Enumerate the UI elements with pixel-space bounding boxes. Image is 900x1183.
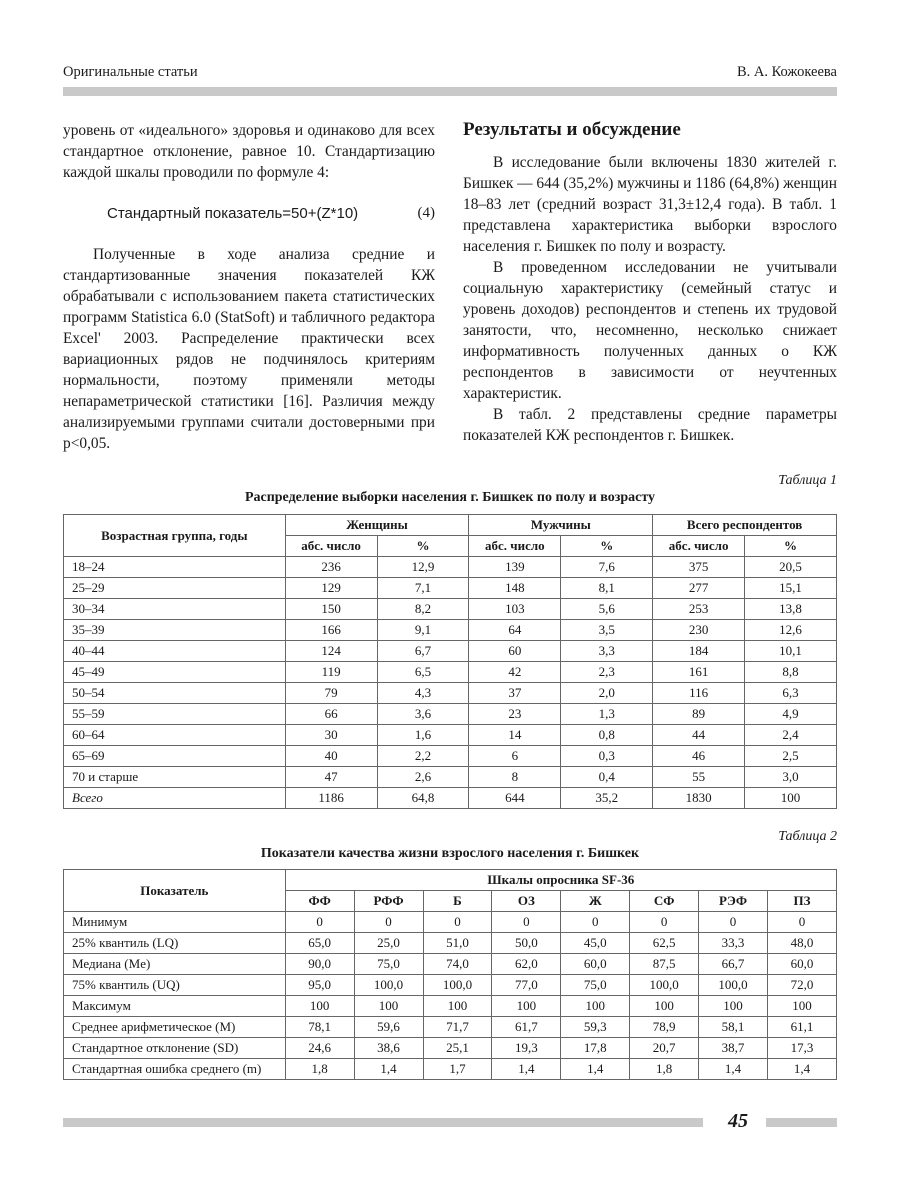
table-cell: 0 [354, 912, 423, 933]
table-cell: 184 [653, 641, 745, 662]
table-cell: 2,4 [745, 725, 837, 746]
table-cell: 20,5 [745, 557, 837, 578]
col-header-scale: РФФ [354, 891, 423, 912]
table1 [63, 514, 837, 809]
row-label: 40–44 [64, 641, 286, 662]
table-cell: 12,6 [745, 620, 837, 641]
table-cell: 75,0 [354, 954, 423, 975]
table-cell: 0,3 [561, 746, 653, 767]
table2-title: Показатели качества жизни взрослого населения г. Бишкек [260, 846, 640, 861]
table-cell: 644 [469, 788, 561, 809]
table2-caption: Таблица 2 [778, 829, 837, 844]
table-cell: 100 [768, 996, 837, 1017]
table-cell: 1,4 [354, 1059, 423, 1080]
table-cell: 150 [285, 599, 377, 620]
table-row [64, 954, 837, 975]
table-cell: 100 [745, 788, 837, 809]
table-cell: 2,5 [745, 746, 837, 767]
row-label: 45–49 [64, 662, 286, 683]
table-row [64, 641, 837, 662]
table-cell: 38,6 [354, 1038, 423, 1059]
col-header-women: Женщины [285, 515, 469, 536]
table-cell: 78,1 [285, 1017, 354, 1038]
table-cell: 78,9 [630, 1017, 699, 1038]
formula-text: Стандартный показатель=50+(Z*10) [107, 205, 359, 222]
table-row [64, 746, 837, 767]
table-cell: 3,3 [561, 641, 653, 662]
table-cell: 0 [423, 912, 492, 933]
col-header-scale: ФФ [285, 891, 354, 912]
table-cell: 89 [653, 704, 745, 725]
table-cell: 1,4 [768, 1059, 837, 1080]
table-cell: 375 [653, 557, 745, 578]
row-label: 75% квантиль (UQ) [64, 975, 286, 996]
table-cell: 100 [492, 996, 561, 1017]
col-header-abs: абс. число [285, 536, 377, 557]
table-cell: 236 [285, 557, 377, 578]
table-cell: 17,3 [768, 1038, 837, 1059]
table-cell: 100 [423, 996, 492, 1017]
table-cell: 1,4 [699, 1059, 768, 1080]
header-rule [63, 87, 837, 96]
table-cell: 1,4 [561, 1059, 630, 1080]
table-cell: 0 [630, 912, 699, 933]
table-cell: 35,2 [561, 788, 653, 809]
right-column [463, 118, 837, 446]
row-label: Максимум [64, 996, 286, 1017]
table-cell: 2,6 [377, 767, 469, 788]
table-cell: 19,3 [492, 1038, 561, 1059]
table-cell: 25,0 [354, 933, 423, 954]
col-header-abs: абс. число [653, 536, 745, 557]
table-cell: 0 [561, 912, 630, 933]
table-row [64, 767, 837, 788]
table-cell: 75,0 [561, 975, 630, 996]
row-label: 70 и старше [64, 767, 286, 788]
col-header-abs: абс. число [469, 536, 561, 557]
table-cell: 30 [285, 725, 377, 746]
table-cell: 0 [768, 912, 837, 933]
paragraph: В исследование были включены 1830 жителей г. Бишкек — 644 (35,2%) мужчины и 1186 (64,8%) женщин 18–83 лет (средний возраст 31,3±12,4 года). В табл. 1 представлена характеристика выборки взрослого населения г. Бишкек по полу и возрасту. [463, 154, 837, 255]
table-cell: 46 [653, 746, 745, 767]
table-cell: 5,6 [561, 599, 653, 620]
table-cell: 79 [285, 683, 377, 704]
table-cell: 253 [653, 599, 745, 620]
row-label: 30–34 [64, 599, 286, 620]
table-cell: 1,8 [630, 1059, 699, 1080]
row-label: 25% квантиль (LQ) [64, 933, 286, 954]
table-cell: 277 [653, 578, 745, 599]
table-cell: 77,0 [492, 975, 561, 996]
table-cell: 1830 [653, 788, 745, 809]
table-cell: 64,8 [377, 788, 469, 809]
row-label: Стандартная ошибка среднего (m) [64, 1059, 286, 1080]
table-cell: 4,9 [745, 704, 837, 725]
table-cell: 6 [469, 746, 561, 767]
table-cell: 4,3 [377, 683, 469, 704]
table-row [64, 996, 837, 1017]
col-header-age: Возрастная группа, годы [64, 515, 286, 557]
table-row [64, 788, 837, 809]
table-cell: 23 [469, 704, 561, 725]
table-row [64, 933, 837, 954]
table-row [64, 662, 837, 683]
table-cell: 1,7 [423, 1059, 492, 1080]
col-header-scale: ПЗ [768, 891, 837, 912]
table-cell: 2,0 [561, 683, 653, 704]
table-cell: 17,8 [561, 1038, 630, 1059]
table-cell: 61,1 [768, 1017, 837, 1038]
table-cell: 51,0 [423, 933, 492, 954]
table-cell: 64 [469, 620, 561, 641]
col-header-pct: % [377, 536, 469, 557]
table-row [64, 1059, 837, 1080]
table-cell: 1,4 [492, 1059, 561, 1080]
col-header-total: Всего респондентов [653, 515, 837, 536]
table-cell: 33,3 [699, 933, 768, 954]
table-cell: 47 [285, 767, 377, 788]
table-cell: 7,1 [377, 578, 469, 599]
formula-number: (4) [417, 205, 435, 221]
row-label: Стандартное отклонение (SD) [64, 1038, 286, 1059]
table-cell: 166 [285, 620, 377, 641]
table-cell: 66,7 [699, 954, 768, 975]
col-header-scales: Шкалы опросника SF-36 [285, 870, 836, 891]
table-cell: 13,8 [745, 599, 837, 620]
table-row [64, 578, 837, 599]
table-cell: 58,1 [699, 1017, 768, 1038]
table-cell: 0 [699, 912, 768, 933]
table-cell: 48,0 [768, 933, 837, 954]
table-cell: 60 [469, 641, 561, 662]
table-cell: 139 [469, 557, 561, 578]
paragraph: В табл. 2 представлены средние параметры показателей КЖ респондентов г. Бишкек. [463, 406, 837, 444]
table-cell: 6,3 [745, 683, 837, 704]
col-header-scale: РЭФ [699, 891, 768, 912]
row-label: 18–24 [64, 557, 286, 578]
row-label: 35–39 [64, 620, 286, 641]
table-cell: 100 [285, 996, 354, 1017]
author-label: В. А. Кожокеева [736, 64, 837, 80]
table-cell: 25,1 [423, 1038, 492, 1059]
table-cell: 8,1 [561, 578, 653, 599]
row-label: Среднее арифметическое (M) [64, 1017, 286, 1038]
table-cell: 38,7 [699, 1038, 768, 1059]
row-label: 50–54 [64, 683, 286, 704]
running-header [63, 64, 837, 84]
table-cell: 9,1 [377, 620, 469, 641]
paragraph: Полученные в ходе анализа средние и стандартизованные значения показателей КЖ обрабатывали с использованием пакета статистических программ Statistica 6.0 (StatSoft) и табличного редактора Excel' 2003. Распределение практически всех вариационных рядов не подчинялось критериям нормальности, поэтому применяли методы непараметрической статистики [16]. Различия между анализируемыми группами считали достоверными при p<0,05. [63, 246, 435, 452]
table-cell: 103 [469, 599, 561, 620]
paragraph: уровень от «идеального» здоровья и одинаково для всех стандартное отклонение, равное 10. Стандартизацию каждой шкалы проводили по формуле 4: [63, 122, 435, 181]
table-cell: 72,0 [768, 975, 837, 996]
table-cell: 20,7 [630, 1038, 699, 1059]
table-row [64, 1017, 837, 1038]
footer-rule-left [63, 1118, 703, 1127]
table-row [64, 704, 837, 725]
table-cell: 3,6 [377, 704, 469, 725]
table-cell: 42 [469, 662, 561, 683]
table-cell: 60,0 [768, 954, 837, 975]
table-cell: 129 [285, 578, 377, 599]
row-label: 65–69 [64, 746, 286, 767]
table-cell: 100 [699, 996, 768, 1017]
table-cell: 3,5 [561, 620, 653, 641]
table-cell: 12,9 [377, 557, 469, 578]
table-cell: 65,0 [285, 933, 354, 954]
table-cell: 74,0 [423, 954, 492, 975]
table-cell: 15,1 [745, 578, 837, 599]
table-cell: 100,0 [630, 975, 699, 996]
table-cell: 90,0 [285, 954, 354, 975]
table-cell: 100,0 [699, 975, 768, 996]
row-label: 60–64 [64, 725, 286, 746]
table-cell: 95,0 [285, 975, 354, 996]
table-cell: 1186 [285, 788, 377, 809]
footer-rule-right [766, 1118, 837, 1127]
table-cell: 124 [285, 641, 377, 662]
table-cell: 62,5 [630, 933, 699, 954]
table-cell: 230 [653, 620, 745, 641]
table-cell: 148 [469, 578, 561, 599]
paragraph: В проведенном исследовании не учитывали социальную характеристику (семейный статус и уровень доходов) респондентов и степень их трудовой занятости, что, несомненно, несколько снижает информативность полученных данных о КЖ респондентов в зависимости от неучтенных характеристик. [463, 259, 837, 402]
table-cell: 59,3 [561, 1017, 630, 1038]
table-cell: 60,0 [561, 954, 630, 975]
table-cell: 71,7 [423, 1017, 492, 1038]
table-cell: 0,4 [561, 767, 653, 788]
table-cell: 100 [561, 996, 630, 1017]
table-cell: 62,0 [492, 954, 561, 975]
table-cell: 116 [653, 683, 745, 704]
table-cell: 0 [492, 912, 561, 933]
table-cell: 50,0 [492, 933, 561, 954]
table-row [64, 975, 837, 996]
col-header-men: Мужчины [469, 515, 653, 536]
table-cell: 61,7 [492, 1017, 561, 1038]
table-cell: 119 [285, 662, 377, 683]
table-row [64, 912, 837, 933]
table2 [63, 869, 837, 1080]
table-row [64, 557, 837, 578]
table-cell: 1,8 [285, 1059, 354, 1080]
table-cell: 100,0 [423, 975, 492, 996]
table-cell: 100 [630, 996, 699, 1017]
table-cell: 3,0 [745, 767, 837, 788]
formula [63, 203, 435, 224]
table-row [64, 599, 837, 620]
table-cell: 14 [469, 725, 561, 746]
table-cell: 0 [285, 912, 354, 933]
table-cell: 6,7 [377, 641, 469, 662]
table1-caption: Таблица 1 [778, 473, 837, 488]
table-cell: 1,6 [377, 725, 469, 746]
table-cell: 100,0 [354, 975, 423, 996]
table-cell: 2,3 [561, 662, 653, 683]
col-header-indicator: Показатель [64, 870, 286, 912]
row-label: Медиана (Me) [64, 954, 286, 975]
row-label: 55–59 [64, 704, 286, 725]
table-cell: 1,3 [561, 704, 653, 725]
table-cell: 8,8 [745, 662, 837, 683]
col-header-pct: % [745, 536, 837, 557]
table-cell: 24,6 [285, 1038, 354, 1059]
table-cell: 6,5 [377, 662, 469, 683]
row-label: Минимум [64, 912, 286, 933]
row-label: Всего [64, 788, 286, 809]
table-cell: 55 [653, 767, 745, 788]
table-cell: 0,8 [561, 725, 653, 746]
col-header-pct: % [561, 536, 653, 557]
table-row [64, 620, 837, 641]
table-cell: 10,1 [745, 641, 837, 662]
section-heading: Результаты и обсуждение [463, 119, 681, 140]
left-column [63, 120, 435, 454]
table-row [64, 1038, 837, 1059]
col-header-scale: ОЗ [492, 891, 561, 912]
col-header-scale: Б [423, 891, 492, 912]
section-label: Оригинальные статьи [63, 64, 198, 80]
table-cell: 8,2 [377, 599, 469, 620]
col-header-scale: Ж [561, 891, 630, 912]
col-header-scale: СФ [630, 891, 699, 912]
table-cell: 66 [285, 704, 377, 725]
table-cell: 8 [469, 767, 561, 788]
table-cell: 45,0 [561, 933, 630, 954]
table-cell: 2,2 [377, 746, 469, 767]
table-cell: 87,5 [630, 954, 699, 975]
table-cell: 44 [653, 725, 745, 746]
table-cell: 161 [653, 662, 745, 683]
table-cell: 100 [354, 996, 423, 1017]
table-cell: 37 [469, 683, 561, 704]
page-number: 45 [728, 1110, 748, 1132]
table-cell: 59,6 [354, 1017, 423, 1038]
table1-title: Распределение выборки населения г. Бишкек по полу и возрасту [244, 490, 656, 505]
row-label: 25–29 [64, 578, 286, 599]
table-row [64, 725, 837, 746]
table-cell: 40 [285, 746, 377, 767]
table-cell: 7,6 [561, 557, 653, 578]
table-row [64, 683, 837, 704]
